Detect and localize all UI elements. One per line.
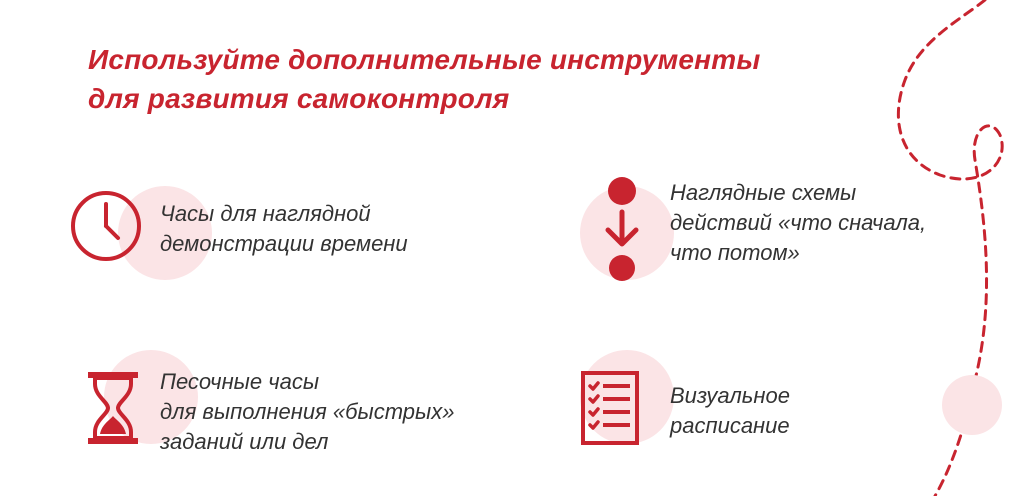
- item-line: заданий или дел: [160, 429, 329, 454]
- item-clock-text: [160, 199, 408, 259]
- item-sequence-text: [670, 178, 926, 268]
- item-line: Песочные часы: [160, 369, 320, 394]
- item-line: расписание: [670, 413, 790, 438]
- page-title: [88, 40, 761, 118]
- item-line: для выполнения «быстрых»: [160, 399, 455, 424]
- item-line: действий «что сначала,: [670, 210, 927, 235]
- item-line: Часы для наглядной: [160, 201, 371, 226]
- title-line-2: для развития самоконтроля: [88, 83, 510, 114]
- item-line: Наглядные схемы: [670, 180, 857, 205]
- hourglass-icon: [86, 370, 140, 446]
- title-line-1: Используйте дополнительные инструменты: [88, 44, 761, 75]
- clock-icon: [70, 190, 142, 262]
- checklist-icon: [580, 370, 640, 446]
- item-line: что потом»: [670, 240, 800, 265]
- item-checklist-text: [670, 381, 790, 441]
- sequence-arrow-icon: [596, 174, 648, 282]
- item-line: Визуальное: [670, 383, 790, 408]
- decorative-circle: [942, 375, 1002, 435]
- item-hourglass-text: [160, 367, 454, 457]
- item-line: демонстрации времени: [160, 231, 408, 256]
